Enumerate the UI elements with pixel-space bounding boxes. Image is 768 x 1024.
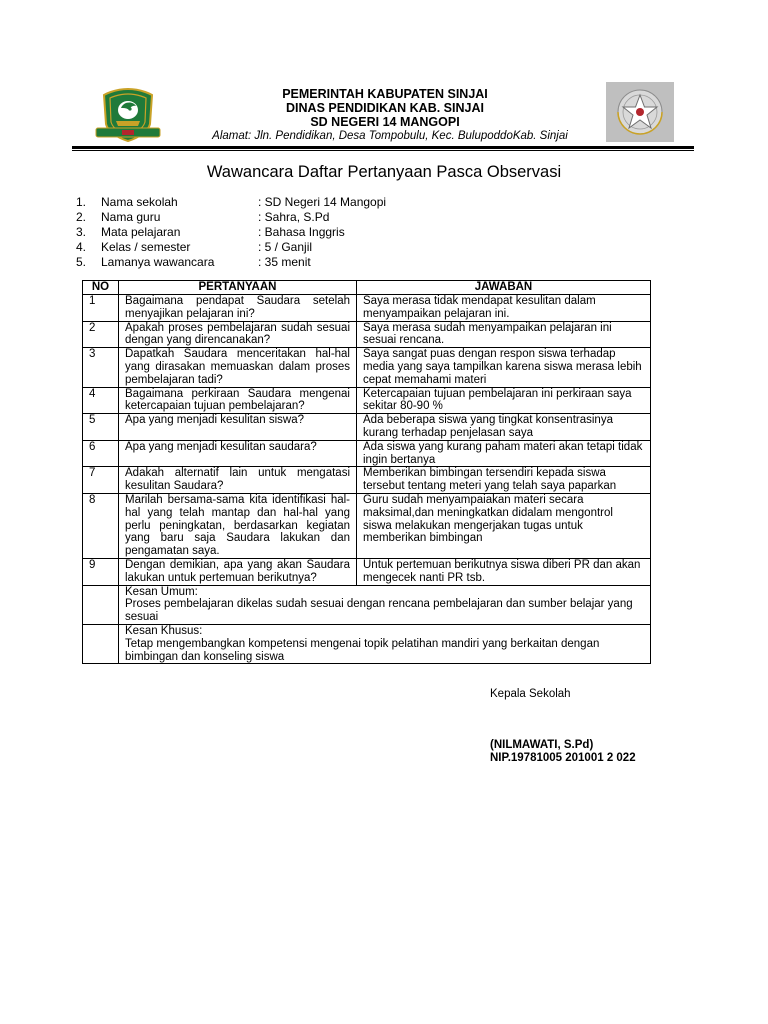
info-number: 4. [76,240,87,254]
info-value: : 5 / Ganjil [258,240,313,254]
row-number: 7 [83,467,119,494]
row-number: 8 [83,493,119,558]
signature-nip: NIP.19781005 201001 2 022 [490,752,636,764]
kesan-khusus-cell [119,624,651,663]
table-row [83,558,651,585]
row-answer: Ada beberapa siswa yang tingkat konsentrasinya kurang terhadap penjelasan saya [357,414,651,441]
kesan-umum-text: Proses pembelajaran dikelas sudah sesuai dengan rencana pembelajaran dan sumber belajar yang sesuai [125,598,633,624]
info-value: : SD Negeri 14 Mangopi [258,195,387,209]
row-answer: Saya merasa sudah menyampaikan pelajaran ini sesuai rencana. [357,321,651,348]
kesan-umum-label: Kesan Umum: [125,585,198,598]
empty-cell [83,585,119,624]
signature-role: Kepala Sekolah [490,688,571,700]
row-question: Adakah alternatif lain untuk mengatasi kesulitan Saudara? [119,467,357,494]
row-answer: Memberikan bimbingan tersendiri kepada siswa tersebut tentang meteri yang telah saya paparkan [357,467,651,494]
row-number: 5 [83,414,119,441]
header-answer: JAWABAN [357,281,651,295]
info-value: : Sahra, S.Pd [258,210,330,224]
row-number: 2 [83,321,119,348]
row-number: 4 [83,387,119,414]
row-number: 9 [83,558,119,585]
row-answer: Ada siswa yang kurang paham materi akan tetapi tidak ingin bertanya [357,440,651,467]
info-value: : 35 menit [258,255,311,269]
row-question: Marilah bersama-sama kita identifikasi hal-hal yang telah mantap dan hal-hal yang perlu peningkatan, berdasarkan kegiatan yang baru saja Saudara lakukan dan pengamatan saya. [119,493,357,558]
header-question: PERTANYAAN [119,281,357,295]
row-question: Apa yang menjadi kesulitan siswa? [119,414,357,441]
info-label: Lamanya wawancara [101,255,215,269]
info-number: 3. [76,225,87,239]
empty-cell [83,624,119,663]
row-question: Dapatkah Saudara menceritakan hal-hal yang dirasakan memuaskan dalam proses pembelajaran tadi? [119,348,357,387]
info-label: Nama sekolah [101,195,178,209]
row-number: 6 [83,440,119,467]
info-number: 1. [76,195,87,209]
school-star-emblem-icon [606,82,674,142]
info-label: Kelas / semester [101,240,191,254]
regency-emblem-icon [94,86,162,144]
info-row-school [0,195,768,209]
table-header-row [83,281,651,295]
kesan-umum-row [83,585,651,624]
header-rule-thick [72,146,694,149]
table-row [83,440,651,467]
row-question: Apakah proses pembelajaran sudah sesuai dengan yang direncanakan? [119,321,357,348]
table-row [83,387,651,414]
signature-name: (NILMAWATI, S.Pd) [490,739,594,751]
info-value: : Bahasa Inggris [258,225,345,239]
table-row [83,414,651,441]
table-row [83,348,651,387]
row-answer: Saya merasa tidak mendapat kesulitan dalam menyampaikan pelajaran ini. [357,295,651,322]
interview-table [82,280,651,664]
info-label: Mata pelajaran [101,225,181,239]
info-row-teacher [0,210,768,224]
info-number: 2. [76,210,87,224]
info-row-subject [0,225,768,239]
header-government: PEMERINTAH KABUPATEN SINJAI [282,87,488,101]
header-no: NO [83,281,119,295]
info-row-class [0,240,768,254]
row-answer: Ketercapaian tujuan pembelajaran ini perkiraan saya sekitar 80-90 % [357,387,651,414]
header-address: Alamat: Jln. Pendidikan, Desa Tompobulu, Kec. BulupoddoKab. Sinjai [212,130,568,142]
row-number: 3 [83,348,119,387]
row-answer: Saya sangat puas dengan respon siswa terhadap media yang saya tampilkan karena siswa merasa lebih cepat memahami materi [357,348,651,387]
table-row [83,467,651,494]
row-number: 1 [83,295,119,322]
table-row [83,321,651,348]
kesan-khusus-text: Tetap mengembangkan kompetensi mengenai topik pelatihan mandiri yang berkaitan dengan bimbingan dan konseling siswa [125,637,600,663]
info-label: Nama guru [101,210,161,224]
row-answer: Guru sudah menyampaiakan materi secara maksimal,dan meningkatkan didalam mengontrol siswa melakukan mengerjakan tugas untuk memberikan bimbingan [357,493,651,558]
header-school: SD NEGERI 14 MANGOPI [310,115,460,129]
row-answer: Untuk pertemuan berikutnya siswa diberi PR dan akan mengecek nanti PR tsb. [357,558,651,585]
table-row [83,493,651,558]
header-rule-thin [72,150,694,151]
row-question: Dengan demikian, apa yang akan Saudara lakukan untuk pertemuan berikutnya? [119,558,357,585]
info-number: 5. [76,255,87,269]
row-question: Bagaimana perkiraan Saudara mengenai ketercapaian tujuan pembelajaran? [119,387,357,414]
document-title: Wawancara Daftar Pertanyaan Pasca Observasi [206,163,562,181]
header-department: DINAS PENDIDIKAN KAB. SINJAI [286,101,484,115]
table-row [83,295,651,322]
info-row-duration [0,255,768,269]
kesan-khusus-row [83,624,651,663]
row-question: Bagaimana pendapat Saudara setelah menyajikan pelajaran ini? [119,295,357,322]
kesan-umum-cell [119,585,651,624]
kesan-khusus-label: Kesan Khusus: [125,624,203,637]
row-question: Apa yang menjadi kesulitan saudara? [119,440,357,467]
